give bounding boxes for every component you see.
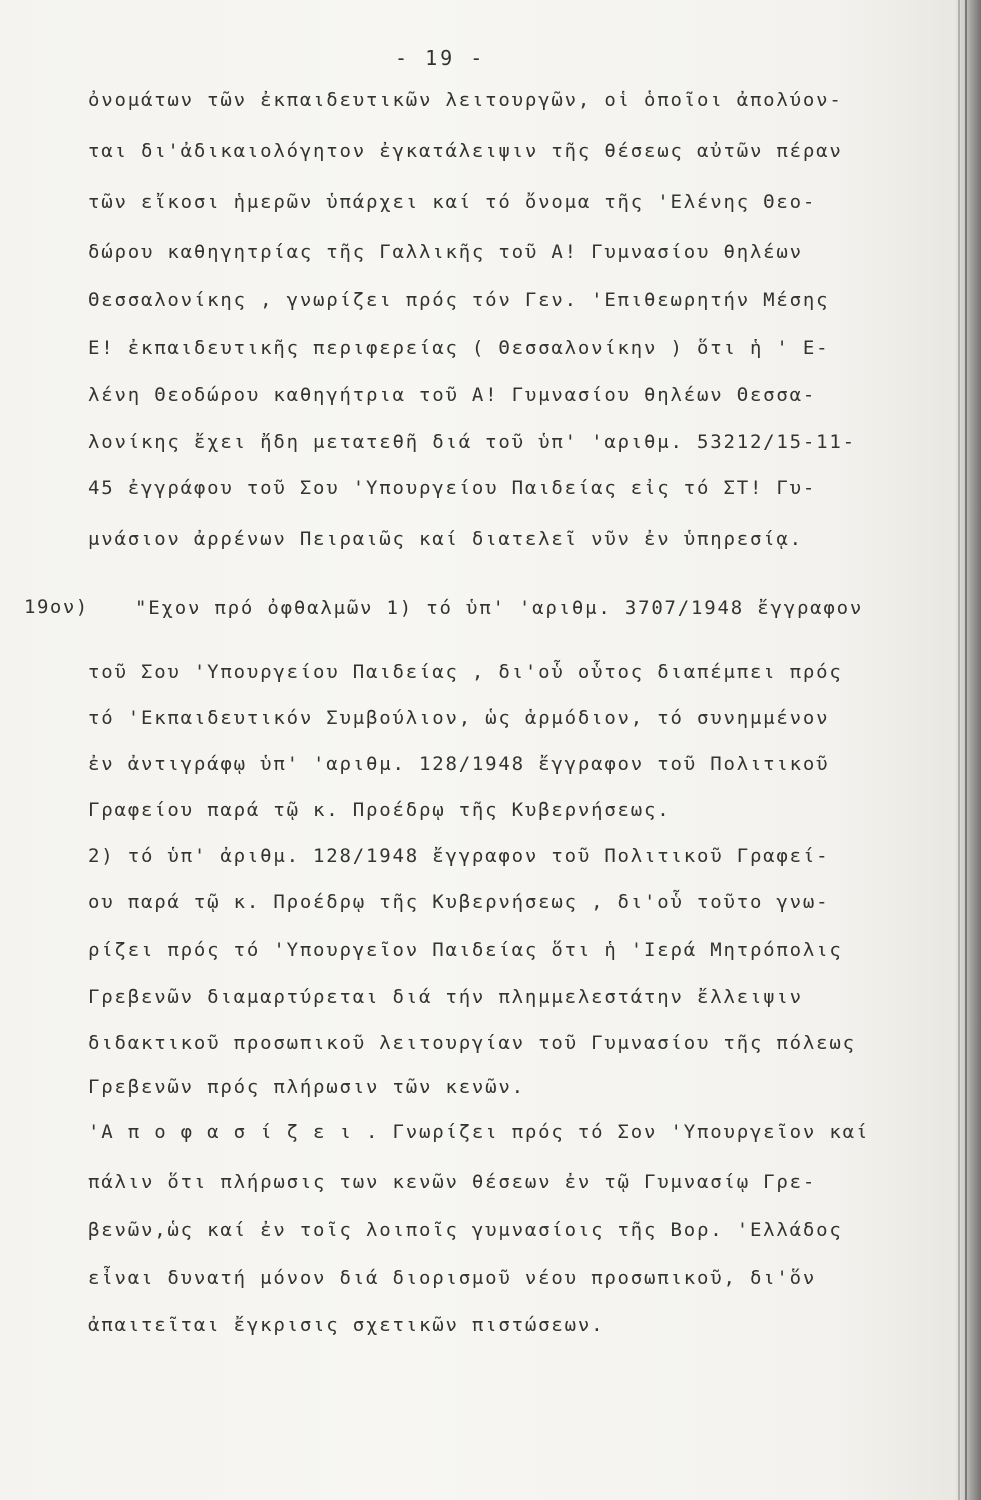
text-line: ρίζει πρός τό 'Υπουργεῖον Παιδείας ὅτι ἡ 'Ιερά Μητρόπολις: [88, 939, 843, 961]
item-number-label: 19ον): [24, 596, 89, 618]
text-line: 45 ἐγγράφου τοῦ Σου 'Υπουργείου Παιδείας εἰς τό ΣΤ! Γυ-: [88, 477, 817, 499]
page-number: - 19 -: [395, 46, 486, 70]
text-line: εἶναι δυνατή μόνον διά διορισμοῦ νέου προσωπικοῦ, δι'ὅν: [88, 1267, 817, 1289]
text-line: δώρου καθηγητρίας τῆς Γαλλικῆς τοῦ Α! Γυμνασίου θηλέων: [88, 241, 803, 263]
text-line: 'Α π ο φ α σ ί ζ ε ι . Γνωρίζει πρός τό Σον 'Υπουργεῖον καί: [88, 1121, 870, 1143]
text-line: Ε! ἐκπαιδευτικῆς περιφερείας ( Θεσσαλονίκην ) ὅτι ἡ ' Ε-: [88, 337, 830, 359]
text-line: ὀνομάτων τῶν ἐκπαιδευτικῶν λειτουργῶν, οἱ ὁποῖοι ἀπολύον-: [88, 89, 843, 111]
text-line: Γρεβενῶν διαμαρτύρεται διά τήν πλημμελεστάτην ἔλλειψιν: [88, 986, 803, 1008]
text-line: "Εχον πρό ὀφθαλμῶν 1) τό ὑπ' 'αριθμ. 3707/1948 ἔγγραφον: [135, 597, 864, 619]
text-line: λονίκης ἔχει ἤδη μετατεθῆ διά τοῦ ὑπ' 'αριθμ. 53212/15-11-: [88, 431, 856, 453]
text-line: διδακτικοῦ προσωπικοῦ λειτουργίαν τοῦ Γυμνασίου τῆς πόλεως: [88, 1032, 856, 1054]
text-line: ἐν ἀντιγράφῳ ὑπ' 'αριθμ. 128/1948 ἔγγραφον τοῦ Πολιτικοῦ: [88, 753, 830, 775]
text-line: Γραφείου παρά τῷ κ. Προέδρῳ τῆς Κυβερνήσεως.: [88, 799, 671, 821]
binding-line: [965, 0, 967, 1500]
text-line: τό 'Εκπαιδευτικόν Συμβούλιον, ὡς ἁρμόδιον, τό συνημμένον: [88, 707, 830, 729]
text-line: μνάσιον ἀρρένων Πειραιῶς καί διατελεῖ νῦν ἐν ὑπηρεσίᾳ.: [88, 528, 803, 550]
text-line: 2) τό ὑπ' ἀριθμ. 128/1948 ἔγγραφον τοῦ Πολιτικοῦ Γραφεί-: [88, 845, 830, 867]
text-line: ου παρά τῷ κ. Προέδρῳ τῆς Κυβερνήσεως , δι'οὗ τοῦτο γνω-: [88, 891, 830, 913]
text-line: ἀπαιτεῖται ἔγκρισις σχετικῶν πιστώσεων.: [88, 1314, 605, 1336]
text-line: τῶν εἴκοσι ἡμερῶν ὑπάρχει καί τό ὄνομα τῆς 'Ελένης Θεο-: [88, 191, 817, 213]
text-line: ται δι'ἀδικαιολόγητον ἐγκατάλειψιν τῆς θέσεως αὐτῶν πέραν: [88, 140, 843, 162]
text-line: λένη Θεοδώρου καθηγήτρια τοῦ Α! Γυμνασίου θηλέων Θεσσα-: [88, 384, 817, 406]
binding-line: [958, 0, 960, 1500]
text-line: Γρεβενῶν πρός πλήρωσιν τῶν κενῶν.: [88, 1076, 525, 1098]
text-line: τοῦ Σου 'Υπουργείου Παιδείας , δι'οὗ οὗτος διαπέμπει πρός: [88, 661, 843, 683]
text-line: Θεσσαλονίκης , γνωρίζει πρός τόν Γεν. 'Επιθεωρητήν Μέσης: [88, 289, 830, 311]
text-line: πάλιν ὅτι πλήρωσις των κενῶν θέσεων ἐν τῷ Γυμνασίῳ Γρε-: [88, 1171, 817, 1193]
text-line: βενῶν,ὡς καί ἐν τοῖς λοιποῖς γυμνασίοις τῆς Βορ. 'Ελλάδος: [88, 1219, 843, 1241]
